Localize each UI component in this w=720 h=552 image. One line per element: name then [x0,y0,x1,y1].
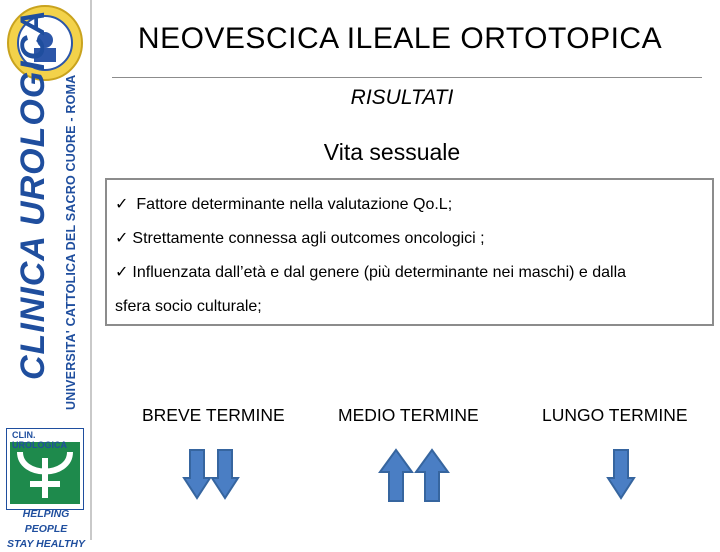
clinic-vertical-title: CLINICA UROLOGICA [14,9,52,380]
down-arrow-icon [210,448,240,500]
bullet-text: Strettamente connessa agli outcomes oncologici ; [132,230,485,247]
check-icon: ✓ [115,196,129,213]
motto-line-1: HELPING PEOPLE [22,508,70,535]
down-arrow-icon [606,448,636,500]
slide-subtitle: RISULTATI [350,86,454,109]
check-icon: ✓ [115,230,129,247]
section-title: Vita sessuale [323,139,461,165]
bullet-item [115,188,706,222]
bullet-item [115,222,706,256]
term-breve-label: BREVE TERMINE [142,405,285,425]
term-medio-label: MEDIO TERMINE [338,405,479,425]
bullet-continuation: sfera socio culturale; [115,298,262,315]
slide-title: NEOVESCICA ILEALE ORTOTOPICA [137,22,663,55]
bullet-text: Fattore determinante nella valutazione Qo.L; [136,196,453,213]
up-arrow-icon [414,448,450,503]
bullet-box [105,178,714,326]
logo-label: CLIN. UROLOGICA [12,430,67,450]
motto [6,507,86,552]
up-arrow-icon [378,448,414,503]
term-lungo-label: LUNGO TERMINE [542,405,688,425]
bullet-item [115,256,706,290]
university-vertical-subtitle: UNIVERSITA' CATTOLICA DEL SACRO CUORE - ROMA [64,74,78,410]
motto-line-2: STAY HEALTHY [7,538,85,550]
check-icon: ✓ [115,264,129,281]
bullet-text: Influenzata dall’età e dal genere (più determinante nei maschi) e dalla [132,264,627,281]
sidebar [0,0,92,550]
title-divider [112,77,702,78]
down-arrow-icon [182,448,212,500]
